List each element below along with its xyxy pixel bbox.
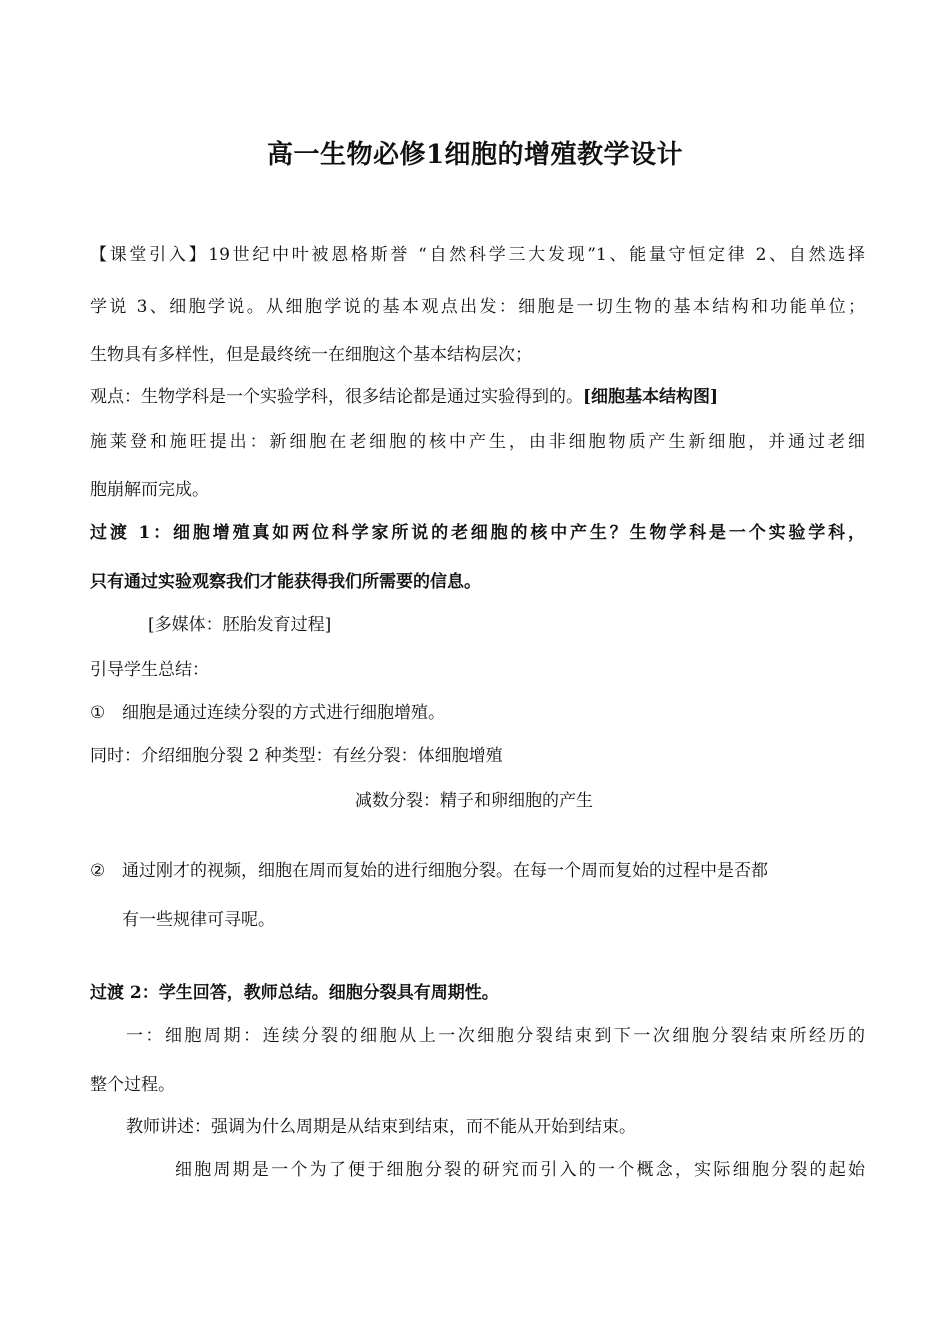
intro-line-3: 生物具有多样性，但是最终统一在细胞这个基本结构层次； <box>90 345 532 365</box>
intro-line-2: 学说 3、细胞学说。从细胞学说的基本观点出发：细胞是一切生物的基本结构和功能单位； <box>90 297 865 317</box>
cell-cycle-line-1: 一：细胞周期：连续分裂的细胞从上一次细胞分裂结束到下一次细胞分裂结束所经历的 <box>126 1026 865 1046</box>
transition-1-line-1: 过渡 1：细胞增殖真如两位科学家所说的老细胞的核中产生？生物学科是一个实验学科， <box>90 523 865 543</box>
multimedia-note: [多媒体：胚胎发育过程] <box>148 615 332 635</box>
transition-2: 过渡 2：学生回答，教师总结。细胞分裂具有周期性。 <box>90 983 499 1003</box>
intro-line-1: 【课堂引入】19世纪中叶被恩格斯誉 “自然科学三大发现”1、能量守恒定律 2、自然选择 <box>90 245 865 265</box>
point-1-text: 细胞是通过连续分裂的方式进行细胞增殖。 <box>122 703 445 723</box>
guide-line: 引导学生总结： <box>90 660 209 680</box>
point-1-marker: ① <box>90 703 106 723</box>
teacher-note: 教师讲述：强调为什么周期是从结束到结束，而不能从开始到结束。 <box>126 1117 636 1137</box>
point-2-line-1 <box>90 859 865 883</box>
meiosis-line: 减数分裂：精子和卵细胞的产生 <box>355 791 593 811</box>
viewpoint-text: 观点：生物学科是一个实验学科，很多结论都是通过实验得到的。 <box>90 387 583 407</box>
point-2-marker: ② <box>90 861 106 881</box>
schleiden-line-1: 施莱登和施旺提出：新细胞在老细胞的核中产生，由非细胞物质产生新细胞，并通过老细 <box>90 432 865 452</box>
figure-reference: [细胞基本结构图] <box>583 387 719 407</box>
viewpoint-line <box>90 385 865 409</box>
point-2-text: 通过刚才的视频，细胞在周而复始的进行细胞分裂。在每一个周而复始的过程中是否都 <box>122 861 768 881</box>
concept-line: 细胞周期是一个为了便于细胞分裂的研究而引入的一个概念，实际细胞分裂的起始 <box>175 1160 865 1180</box>
point-1 <box>90 701 865 725</box>
cell-cycle-line-2: 整个过程。 <box>90 1075 175 1095</box>
schleiden-line-2: 胞崩解而完成。 <box>90 480 209 500</box>
transition-1-line-2: 只有通过实验观察我们才能获得我们所需要的信息。 <box>90 572 481 592</box>
document-title: 高一生物必修1细胞的增殖教学设计 <box>266 140 684 170</box>
meanwhile-line: 同时：介绍细胞分裂 2 种类型：有丝分裂：体细胞增殖 <box>90 746 503 766</box>
point-2-line-2: 有一些规律可寻呢。 <box>122 910 275 930</box>
